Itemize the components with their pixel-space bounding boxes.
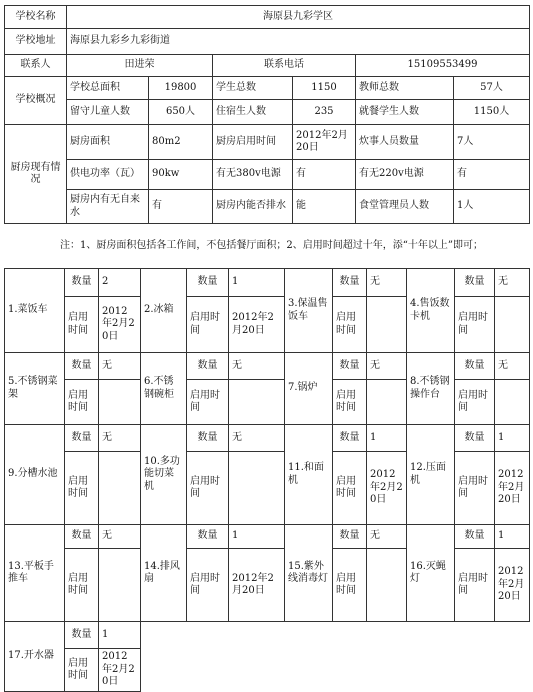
start-label: 启用时间: [65, 452, 99, 525]
empty-cell: [333, 622, 367, 649]
empty-cell: [367, 649, 407, 692]
power-label: 供电功率（瓦）: [67, 160, 149, 190]
empty-cell: [141, 649, 187, 692]
empty-cell: [407, 649, 455, 692]
equipment-name: 2.冰箱: [141, 269, 187, 353]
empty-cell: [455, 649, 495, 692]
v380: 有: [293, 160, 356, 190]
qty-value: 无: [99, 353, 141, 380]
empty-cell: [407, 622, 455, 649]
start-label: 启用时间: [333, 380, 367, 425]
equipment-name: 16.灭蝇灯: [407, 525, 455, 622]
empty-cell: [495, 649, 530, 692]
empty-cell: [333, 649, 367, 692]
qty-label: 数量: [65, 622, 99, 649]
teachers: 57人: [454, 77, 530, 100]
qty-value: 无: [495, 353, 530, 380]
empty-cell: [141, 622, 187, 649]
qty-label: 数量: [455, 269, 495, 297]
start-date: [99, 549, 141, 622]
students: 1150: [293, 77, 356, 100]
qty-value: 2: [99, 269, 141, 297]
water-label: 厨房内有无自来水: [67, 190, 149, 224]
qty-value: 1: [229, 525, 285, 549]
drain-label: 厨房内能否排水: [213, 190, 293, 224]
phone: 15109553499: [356, 55, 530, 77]
qty-label: 数量: [455, 425, 495, 452]
boarding-label: 住宿生人数: [213, 100, 293, 125]
start-date: [367, 380, 407, 425]
area-label: 学校总面积: [67, 77, 149, 100]
students-label: 学生总数: [213, 77, 293, 100]
contact-label: 联系人: [5, 55, 67, 77]
qty-label: 数量: [455, 353, 495, 380]
teachers-label: 教师总数: [356, 77, 454, 100]
qty-value: 无: [495, 269, 530, 297]
qty-label: 数量: [333, 425, 367, 452]
equipment-name: 1.菜饭车: [5, 269, 65, 353]
equipment-table: [4, 268, 530, 692]
equipment-name: 3.保温售饭车: [285, 269, 333, 353]
qty-label: 数量: [455, 525, 495, 549]
qty-label: 数量: [187, 425, 229, 452]
empty-cell: [229, 622, 285, 649]
equipment-name: 6.不锈钢碗柜: [141, 353, 187, 425]
start-label: 启用时间: [187, 549, 229, 622]
managers-label: 食堂管理员人数: [356, 190, 454, 224]
start-label: 启用时间: [333, 297, 367, 353]
qty-label: 数量: [333, 525, 367, 549]
qty-value: 无: [229, 353, 285, 380]
equipment-name: 4.售饭数卡机: [407, 269, 455, 353]
qty-value: 1: [229, 269, 285, 297]
equipment-name: 11.和面机: [285, 425, 333, 525]
area: 19800: [149, 77, 213, 100]
kitchen-start: 2012年2月20日: [293, 125, 356, 160]
cooks-label: 炊事人员数量: [356, 125, 454, 160]
qty-value: 无: [367, 269, 407, 297]
start-label: 启用时间: [65, 649, 99, 692]
start-date: [229, 452, 285, 525]
qty-value: 无: [367, 525, 407, 549]
equipment-name: 9.分槽水池: [5, 425, 65, 525]
equipment-name: 8.不锈钢操作台: [407, 353, 455, 425]
school-name-label: 学校名称: [5, 6, 67, 29]
left-behind: 650人: [149, 100, 213, 125]
v220-label: 有无220v电源: [356, 160, 454, 190]
v380-label: 有无380v电源: [213, 160, 293, 190]
overview-label: 学校概况: [5, 77, 67, 125]
power: 90kw: [149, 160, 213, 190]
equipment-name: 14.排风扇: [141, 525, 187, 622]
start-label: 启用时间: [187, 380, 229, 425]
start-date: 2012年2月20日: [495, 452, 530, 525]
start-label: 启用时间: [455, 452, 495, 525]
start-date: [367, 297, 407, 353]
address-label: 学校地址: [5, 29, 67, 55]
equipment-name: 10.多功能切菜机: [141, 425, 187, 525]
qty-label: 数量: [65, 425, 99, 452]
table-note: 注：1、厨房面积包括各工作间，不包括餐厅面积；2、启用时间超过十年，添“十年以上”即可；: [60, 240, 483, 251]
dining-label: 就餐学生人数: [356, 100, 454, 125]
equipment-name: 17.开水器: [5, 622, 65, 692]
start-date: 2012年2月20日: [495, 549, 530, 622]
empty-cell: [187, 649, 229, 692]
qty-value: 1: [495, 425, 530, 452]
equipment-name: 7.锅炉: [285, 353, 333, 425]
empty-cell: [187, 622, 229, 649]
phone-label: 联系电话: [213, 55, 356, 77]
start-date: [229, 380, 285, 425]
start-date: [99, 452, 141, 525]
start-date: 2012年2月20日: [229, 297, 285, 353]
qty-label: 数量: [65, 269, 99, 297]
qty-value: 无: [367, 353, 407, 380]
empty-cell: [229, 649, 285, 692]
empty-cell: [285, 649, 333, 692]
start-date: 2012年2月20日: [99, 649, 141, 692]
start-label: 启用时间: [455, 549, 495, 622]
start-label: 启用时间: [65, 380, 99, 425]
kitchen-area: 80m2: [149, 125, 213, 160]
empty-cell: [285, 622, 333, 649]
start-label: 启用时间: [187, 452, 229, 525]
empty-cell: [495, 622, 530, 649]
start-label: 启用时间: [333, 452, 367, 525]
qty-value: 1: [495, 525, 530, 549]
dining: 1150人: [454, 100, 530, 125]
school-info-table: [4, 5, 530, 224]
start-date: 2012年2月20日: [99, 297, 141, 353]
qty-label: 数量: [333, 269, 367, 297]
left-behind-label: 留守儿童人数: [67, 100, 149, 125]
school-name: 海原县九彩学区: [67, 6, 530, 29]
qty-label: 数量: [333, 353, 367, 380]
start-date: 2012年2月20日: [367, 452, 407, 525]
water: 有: [149, 190, 213, 224]
start-label: 启用时间: [455, 297, 495, 353]
managers: 1人: [454, 190, 530, 224]
boarding: 235: [293, 100, 356, 125]
equipment-name: 13.平板手推车: [5, 525, 65, 622]
empty-cell: [455, 622, 495, 649]
kitchen-start-label: 厨房启用时间: [213, 125, 293, 160]
v220: 有: [454, 160, 530, 190]
start-date: [99, 380, 141, 425]
start-label: 启用时间: [187, 297, 229, 353]
start-date: [495, 380, 530, 425]
qty-value: 无: [99, 525, 141, 549]
equipment-name: 12.压面机: [407, 425, 455, 525]
qty-value: 1: [99, 622, 141, 649]
qty-value: 无: [99, 425, 141, 452]
start-date: [495, 297, 530, 353]
cooks: 7人: [454, 125, 530, 160]
qty-label: 数量: [65, 353, 99, 380]
start-label: 启用时间: [333, 549, 367, 622]
qty-value: 无: [229, 425, 285, 452]
start-date: 2012年2月20日: [229, 549, 285, 622]
empty-cell: [367, 622, 407, 649]
qty-label: 数量: [187, 353, 229, 380]
address: 海原县九彩乡九彩街道: [67, 29, 530, 55]
start-label: 启用时间: [455, 380, 495, 425]
contact: 田进荣: [67, 55, 213, 77]
start-date: [367, 549, 407, 622]
qty-value: 1: [367, 425, 407, 452]
start-label: 启用时间: [65, 297, 99, 353]
start-label: 启用时间: [65, 549, 99, 622]
qty-label: 数量: [65, 525, 99, 549]
qty-label: 数量: [187, 269, 229, 297]
kitchen-area-label: 厨房面积: [67, 125, 149, 160]
drain: 能: [293, 190, 356, 224]
equipment-name: 15.紫外线消毒灯: [285, 525, 333, 622]
kitchen-label: 厨房现有情况: [5, 125, 67, 224]
equipment-name: 5.不锈钢菜架: [5, 353, 65, 425]
qty-label: 数量: [187, 525, 229, 549]
